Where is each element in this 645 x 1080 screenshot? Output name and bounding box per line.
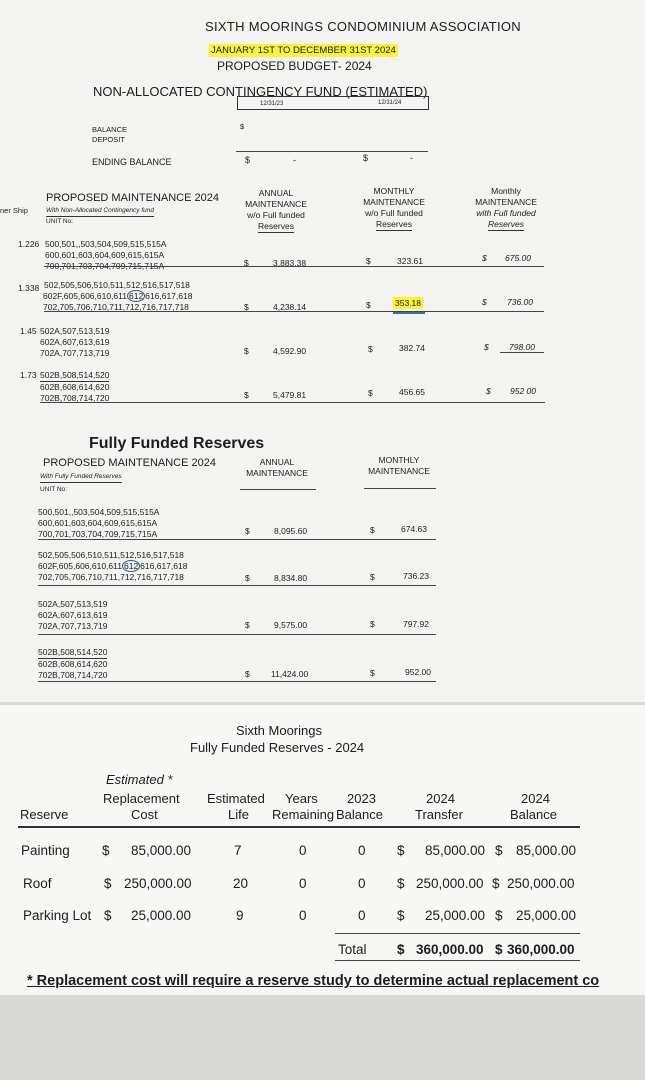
unit-612-circle: 612	[128, 291, 144, 301]
units-3: 502A,507,513,519 602A,607,613,619 702A,707,713,719	[40, 326, 110, 358]
roof-cost: 250,000.00	[124, 876, 192, 891]
dollar-sign: $	[104, 876, 112, 891]
ff-units-1: 500,501,,503,504,509,515,515A 600,601,603,604,609,615,615A 700,701,703,704,709,715,715A	[38, 507, 160, 539]
parking-cost: 25,000.00	[131, 908, 192, 923]
hdr-2024-balance: Balance	[510, 807, 557, 822]
painting-cost: 85,000.00	[131, 843, 192, 858]
dollar-sign: $	[397, 876, 405, 891]
reserve-painting: Painting	[21, 843, 70, 858]
col-monthly-full-header: Monthly MAINTENANCE with Full funded Reserves	[475, 186, 537, 229]
dollar-sign: $	[397, 908, 405, 923]
monthly-3: 382.74	[399, 343, 425, 353]
ending-dollar-1: $	[245, 155, 251, 165]
ff-annual-2: 8,834.80	[274, 573, 308, 583]
budget-subtitle: PROPOSED BUDGET- 2024	[217, 59, 372, 73]
reserves-page	[0, 705, 645, 995]
share-1: 1.226	[18, 239, 40, 249]
total-label: Total	[338, 942, 367, 957]
unit-no-label: UNIT No:	[46, 218, 73, 225]
reserves-title: Sixth Moorings	[236, 723, 322, 738]
contingency-col-2023: 12/31/23	[260, 101, 284, 107]
contingency-title: NON-ALLOCATED CONTINGENCY FUND (ESTIMATED)	[93, 84, 428, 99]
dollar-sign: $	[486, 386, 491, 396]
painting-2023: 0	[358, 843, 366, 858]
dollar-sign: $	[370, 668, 375, 678]
monthly-2: 353.18	[395, 298, 421, 308]
dollar-sign: $	[245, 620, 250, 630]
painting-life: 7	[234, 843, 242, 858]
roof-remaining: 0	[299, 876, 307, 891]
dollar-sign: $	[492, 876, 500, 891]
ff-monthly-4: 952.00	[405, 667, 431, 677]
dollar-sign: $	[370, 525, 375, 535]
maintenance-title: PROPOSED MAINTENANCE 2024	[46, 192, 219, 204]
dollar-sign: $	[244, 346, 249, 356]
dollar-sign: $	[366, 256, 371, 266]
ff-col-annual: ANNUAL MAINTENANCE	[246, 457, 308, 478]
hdr-transfer: Transfer	[415, 807, 463, 822]
balance-dollar: $	[240, 122, 245, 131]
owner-ship-label: ner Ship	[0, 206, 28, 215]
parking-transfer: 25,000.00	[425, 908, 486, 923]
fully-funded-title: PROPOSED MAINTENANCE 2024	[43, 457, 216, 469]
dollar-sign: $	[368, 344, 373, 354]
dollar-sign: $	[245, 526, 250, 536]
contingency-col-2024: 12/31/24	[378, 100, 402, 106]
painting-2024: 85,000.00	[516, 843, 577, 858]
ff-col-monthly: MONTHLY MAINTENANCE	[368, 455, 430, 476]
dollar-sign: $	[370, 619, 375, 629]
ff-units-4: 502B,508,514,520 602B,608,614,620 702B,708,714,720	[38, 647, 108, 680]
hdr-reserve: Reserve	[20, 807, 69, 822]
share-2: 1.338	[18, 283, 40, 293]
parking-remaining: 0	[299, 908, 307, 923]
total-transfer: 360,000.00	[416, 942, 484, 957]
document-title: SIXTH MOORINGS CONDOMINIUM ASSOCIATION	[205, 19, 521, 34]
annual-4: 5,479.81	[273, 390, 307, 400]
annual-1: 3,883.38	[273, 258, 307, 268]
dollar-sign: $	[482, 297, 487, 307]
monthly-1: 323.61	[397, 256, 423, 266]
dollar-sign: $	[482, 253, 487, 263]
hdr-2024-balance-yr: 2024	[521, 791, 550, 806]
ff-monthly-2: 736.23	[403, 571, 429, 581]
ff-annual-4: 11,424.00	[271, 669, 309, 679]
dollar-sign: $	[397, 843, 405, 858]
parking-life: 9	[236, 908, 244, 923]
dollar-sign: $	[370, 572, 375, 582]
ff-units-3: 502A,507,513,519 602A,607,613,619 702A,707,713,719	[38, 599, 108, 631]
share-3: 1.45	[20, 326, 37, 336]
background-surface	[0, 995, 645, 1080]
units-1: 500,501,,503,504,509,515,515A 600,601,603,604,609,615,615A 700,701,703,704,709,715,715A	[45, 239, 167, 271]
dollar-sign: $	[102, 843, 110, 858]
roof-2023: 0	[358, 876, 366, 891]
dollar-sign: $	[244, 390, 249, 400]
ff-unit-612-circle: 612	[123, 561, 139, 571]
ff-monthly-3: 797.92	[403, 619, 429, 629]
dollar-sign: $	[245, 669, 250, 679]
monthly-full-1: 675.00	[505, 253, 531, 263]
col-annual-header: ANNUAL MAINTENANCE w/o Full funded Reserves	[245, 188, 307, 231]
annual-2: 4,238.14	[273, 302, 307, 312]
dollar-sign: $	[366, 300, 371, 310]
ff-annual-3: 9,575.00	[274, 620, 308, 630]
balance-label: BALANCE	[92, 125, 128, 134]
hdr-life: Life	[228, 807, 249, 822]
ending-value-1: -	[293, 155, 296, 165]
dollar-sign: $	[104, 908, 112, 923]
roof-2024: 250,000.00	[507, 876, 575, 891]
roof-life: 20	[233, 876, 249, 891]
hdr-est-life: Estimated	[207, 791, 265, 806]
ending-value-2: -	[410, 153, 413, 163]
units-4: 502B,508,514,520 602B,608,614,620 702B,708,714,720	[40, 370, 110, 403]
ff-units-2: 502,505,506,510,511,512,516,517,518 602F,605,606,610,611 612 616,617,618 702,705,706,710,711,712,716,717,718	[38, 550, 188, 582]
reserves-subtitle: Fully Funded Reserves - 2024	[190, 740, 365, 755]
painting-transfer: 85,000.00	[425, 843, 486, 858]
hdr-2024-transfer-yr: 2024	[426, 791, 455, 806]
monthly-full-3: 798.00	[509, 342, 535, 352]
dollar-sign: $	[495, 843, 503, 858]
monthly-4: 456.65	[399, 387, 425, 397]
parking-2024: 25,000.00	[516, 908, 577, 923]
monthly-full-2: 736.00	[507, 297, 533, 307]
dollar-sign: $	[397, 942, 405, 957]
roof-transfer: 250,000.00	[416, 876, 484, 891]
hdr-estimated: Estimated *	[106, 772, 173, 787]
total-balance: 360,000.00	[507, 942, 575, 957]
date-range: JANUARY 1ST TO DECEMBER 31ST 2024	[211, 45, 396, 56]
dollar-sign: $	[495, 908, 503, 923]
painting-remaining: 0	[299, 843, 307, 858]
fully-funded-heading: Fully Funded Reserves	[89, 435, 265, 452]
ff-annual-1: 8,095.60	[274, 526, 308, 536]
ff-monthly-1: 674.63	[401, 524, 427, 534]
dollar-sign: $	[368, 388, 373, 398]
parking-2023: 0	[358, 908, 366, 923]
ending-dollar-2: $	[363, 153, 369, 163]
deposit-label: DEPOSIT	[92, 135, 125, 144]
dollar-sign: $	[484, 342, 489, 352]
share-4: 1.73	[20, 370, 37, 380]
fully-funded-unit-no: UNIT No:	[40, 486, 67, 493]
annual-3: 4,592.90	[273, 346, 307, 356]
maintenance-subtitle: With Non-Allocated Contingency fund	[46, 206, 154, 217]
dollar-sign: $	[495, 942, 503, 957]
hdr-replacement: Replacement	[103, 791, 180, 806]
units-2: 502,505,506,510,511,512,516,517,518 602F,605,606,610,611 612 616,617,618 702,705,706,710,711,712,716,717,718	[43, 280, 193, 312]
dollar-sign: $	[245, 573, 250, 583]
reserve-roof: Roof	[23, 876, 52, 891]
ending-balance-label: ENDING BALANCE	[92, 157, 172, 167]
dollar-sign: $	[244, 258, 249, 268]
hdr-2023-balance: Balance	[336, 807, 383, 822]
dollar-sign: $	[244, 302, 249, 312]
monthly-full-4: 952 00	[510, 386, 536, 396]
hdr-years: Years	[285, 791, 318, 806]
monthly-2-marker	[393, 312, 425, 314]
col-monthly-header: MONTHLY MAINTENANCE w/o Full funded Reserves	[363, 186, 425, 229]
hdr-cost: Cost	[131, 807, 158, 822]
hdr-remaining: Remaining	[272, 807, 334, 822]
hdr-2023: 2023	[347, 791, 376, 806]
reserve-parking-lot: Parking Lot	[23, 908, 92, 923]
footnote: * Replacement cost will require a reserve study to determine actual replacement co	[27, 973, 600, 989]
fully-funded-subtitle: With Fully Funded Reserves	[40, 472, 122, 483]
